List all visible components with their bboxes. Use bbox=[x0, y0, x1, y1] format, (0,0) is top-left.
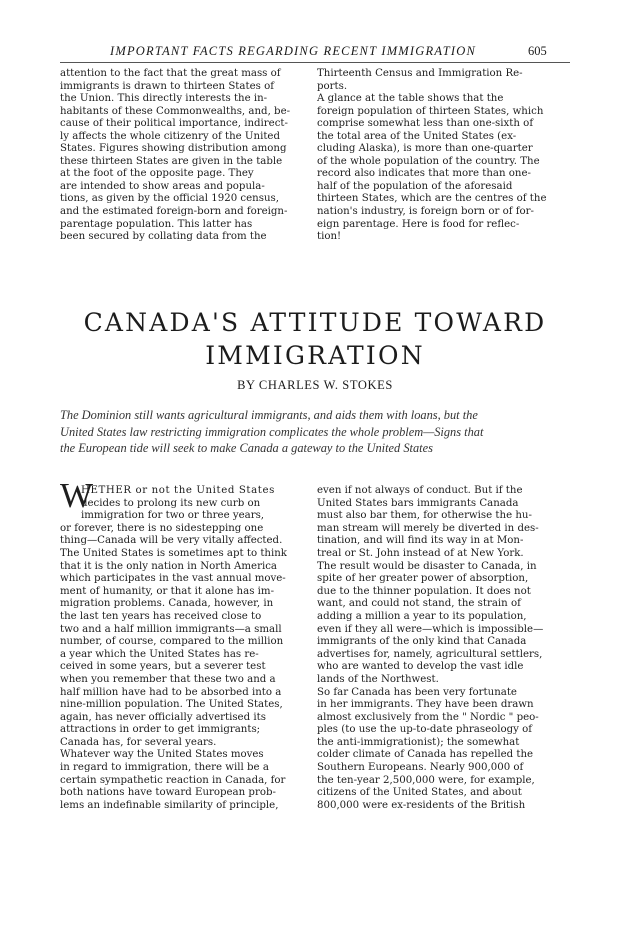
text-line: comprise somewhat less than one-sixth of bbox=[317, 118, 534, 130]
text-line: 800,000 were ex-residents of the British bbox=[317, 799, 526, 811]
text-line: half of the population of the aforesaid bbox=[317, 180, 513, 192]
text-line: Southern Europeans. Nearly 900,000 of bbox=[317, 762, 524, 774]
text-line: again, has never officially advertised its bbox=[60, 711, 266, 723]
text-line: citizens of the United States, and about bbox=[317, 787, 522, 799]
text-line: lems an indefinable similarity of principle, bbox=[60, 799, 279, 811]
article-column-left bbox=[60, 485, 308, 812]
text-line: half million have had to be absorbed into a bbox=[60, 686, 282, 698]
text-line: tions, as given by the official 1920 census, bbox=[60, 193, 279, 205]
text-line: in her immigrants. They have been drawn bbox=[317, 699, 534, 711]
text-line: man stream will merely be diverted in des- bbox=[317, 522, 539, 534]
text-line: certain sympathetic reaction in Canada, for bbox=[60, 774, 286, 786]
text-line: which participates in the vast annual move- bbox=[60, 573, 286, 585]
article-title bbox=[60, 306, 570, 372]
text-line: cause of their political importance, indirect- bbox=[60, 118, 288, 130]
text-line: the total area of the United States (ex- bbox=[317, 130, 517, 142]
text-line: treal or St. John instead of at New York. bbox=[317, 547, 524, 559]
article-title-line-1: CANADA'S ATTITUDE TOWARD bbox=[83, 308, 547, 337]
text-line: The United States is sometimes apt to think bbox=[60, 547, 287, 559]
text-line: Whatever way the United States moves bbox=[60, 749, 264, 761]
text-line: and the estimated foreign-born and foreign- bbox=[60, 206, 288, 218]
intro-column-right bbox=[317, 68, 562, 244]
text-line: the anti-immigrationist); the somewhat bbox=[317, 736, 520, 748]
text-line: migration problems. Canada, however, in bbox=[60, 598, 274, 610]
text-line: tination, and will find its way in at Mon- bbox=[317, 535, 524, 547]
text-line: ples (to use the up-to-date phraseology of bbox=[317, 724, 533, 736]
text-line: the Union. This directly interests the in- bbox=[60, 93, 268, 105]
text-line: been secured by collating data from the bbox=[60, 231, 267, 243]
text-line: cluding Alaska), is more than one-quarter bbox=[317, 143, 533, 155]
text-line: United States bars immigrants Canada bbox=[317, 497, 519, 509]
text-line: record also indicates that more than one- bbox=[317, 168, 531, 180]
text-line: attractions in order to get immigrants; bbox=[60, 724, 261, 736]
text-line: or forever, there is no sidestepping one bbox=[60, 522, 264, 534]
text-line: of the whole population of the country. The bbox=[317, 155, 540, 167]
text-line: both nations have toward European prob- bbox=[60, 787, 276, 799]
article-title-line-2: IMMIGRATION bbox=[205, 341, 425, 370]
text-line: adding a million a year to its population, bbox=[317, 610, 527, 622]
article-deck bbox=[60, 407, 572, 457]
text-line: thing—Canada will be very vitally affected. bbox=[60, 535, 283, 547]
text-line: ceived in some years, but a severer test bbox=[60, 661, 266, 673]
text-line: the last ten years has received close to bbox=[60, 610, 262, 622]
text-line: States. Figures showing distribution among bbox=[60, 143, 287, 155]
text-line: two and a half million immigrants—a small bbox=[60, 623, 282, 635]
text-line: a year which the United States has re- bbox=[60, 648, 259, 660]
text-line: decides to prolong its new curb on bbox=[81, 497, 261, 509]
text-line: advertises for, namely, agricultural settlers, bbox=[317, 648, 543, 660]
text-line: So far Canada has been very fortunate bbox=[317, 686, 517, 698]
text-line: ly affects the whole citizenry of the United bbox=[60, 130, 280, 142]
text-line: are intended to show areas and popula- bbox=[60, 180, 265, 192]
text-line: habitants of these Commonwealths, and, be- bbox=[60, 105, 291, 117]
text-line: lands of the Northwest. bbox=[317, 673, 439, 685]
text-line: parentage population. This latter has bbox=[60, 218, 253, 230]
byline bbox=[60, 378, 570, 393]
text-line: must also bar them, for otherwise the hu- bbox=[317, 510, 532, 522]
text-line: A glance at the table shows that the bbox=[317, 93, 504, 105]
text-line: thirteen States, which are the centres of the bbox=[317, 193, 547, 205]
page-number: 605 bbox=[528, 44, 547, 58]
text-line: immigrants of the only kind that Canada bbox=[317, 636, 527, 648]
deck-line: United States law restricting immigration complicates the whole problem—Signs that bbox=[60, 424, 484, 439]
text-line: eign parentage. Here is food for reflec- bbox=[317, 218, 520, 230]
text-line: spite of her greater power of absorption, bbox=[317, 573, 529, 585]
text-line: almost exclusively from the " Nordic " peo- bbox=[317, 711, 539, 723]
header-rule bbox=[60, 62, 570, 63]
running-head: IMPORTANT FACTS REGARDING RECENT IMMIGRATION bbox=[110, 44, 476, 58]
text-line: in regard to immigration, there will be a bbox=[60, 762, 269, 774]
text-line: tion! bbox=[317, 231, 342, 243]
text-line: when you remember that these two and a bbox=[60, 673, 276, 685]
deck-line: the European tide will seek to make Canada a gateway to the United States bbox=[60, 441, 433, 455]
text-line: due to the thinner population. It does not bbox=[317, 585, 531, 597]
text-line: immigrants is drawn to thirteen States of bbox=[60, 80, 274, 92]
intro-column-left bbox=[60, 68, 305, 244]
text-line: colder climate of Canada has repelled the bbox=[317, 749, 534, 761]
text-line: ports. bbox=[317, 80, 348, 92]
text-line: immigration for two or three years, bbox=[81, 510, 265, 522]
text-line: at the foot of the opposite page. They bbox=[60, 168, 254, 180]
text-line: the ten-year 2,500,000 were, for example, bbox=[317, 774, 535, 786]
text-line: these thirteen States are given in the table bbox=[60, 155, 283, 167]
article-column-right bbox=[317, 485, 565, 812]
text-line: HETHER or not the United States bbox=[81, 485, 275, 496]
text-line: even if not always of conduct. But if the bbox=[317, 485, 523, 496]
text-line: want, and could not stand, the strain of bbox=[317, 598, 521, 610]
text-line: number, of course, compared to the million bbox=[60, 636, 284, 648]
text-line: Thirteenth Census and Immigration Re- bbox=[317, 68, 523, 79]
drop-cap: W bbox=[60, 476, 94, 515]
text-line: nine-million population. The United States, bbox=[60, 699, 283, 711]
text-line: attention to the fact that the great mass of bbox=[60, 68, 281, 79]
text-line: Canada has, for several years. bbox=[60, 736, 217, 748]
text-line: nation's industry, is foreign born or of for- bbox=[317, 206, 534, 218]
text-line: who are wanted to develop the vast idle bbox=[317, 661, 524, 673]
text-line: even if they all were—which is impossible— bbox=[317, 623, 544, 635]
text-line: that it is the only nation in North America bbox=[60, 560, 277, 572]
text-line: The result would be disaster to Canada, in bbox=[317, 560, 537, 572]
byline-text: BY CHARLES W. STOKES bbox=[237, 378, 393, 392]
deck-line: The Dominion still wants agricultural immigrants, and aids them with loans, but the bbox=[60, 408, 478, 422]
text-line: foreign population of thirteen States, which bbox=[317, 105, 544, 117]
text-line: ment of humanity, or that it alone has im- bbox=[60, 585, 275, 597]
